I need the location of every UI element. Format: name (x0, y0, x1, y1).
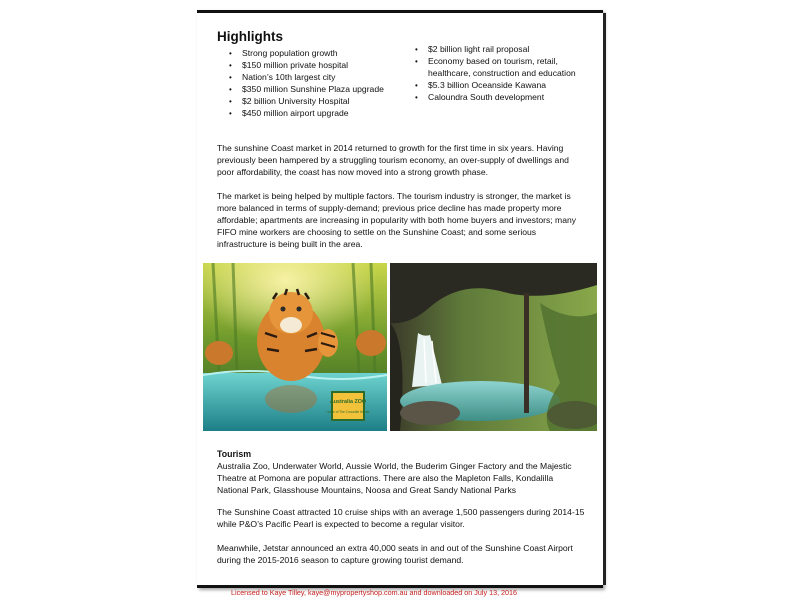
license-footer: Licensed to Kaye Tilley, kaye@mypropertyshop.com.au and downloaded on July 13, 2016 (231, 588, 518, 597)
highlight-item: • Economy based on tourism, retail, healthcare, construction and education (415, 56, 585, 80)
waterfall-photo (390, 263, 597, 431)
zoo-logo-subtext: Home of The Crocodile Hunter (326, 410, 370, 414)
highlight-item: • $5.3 billion Oceanside Kawana (415, 80, 585, 92)
cruise-paragraph: The Sunshine Coast attracted 10 cruise ships with an average 1,500 passengers during 2014-15 while P&O’s Pacific Pearl is expected to become a regular visitor. (217, 507, 585, 529)
highlight-item: • $450 million airport upgrade (229, 108, 399, 120)
highlight-item: • $350 million Sunshine Plaza upgrade (229, 84, 399, 96)
highlights-list-left (229, 48, 399, 119)
highlight-item: • $2 billion light rail proposal (415, 44, 585, 56)
highlight-item: • Nation’s 10th largest city (229, 72, 399, 84)
highlight-item: • Strong population growth (229, 48, 399, 60)
highlight-item: • $150 million private hospital (229, 60, 399, 72)
highlights-list-right (415, 44, 585, 104)
tourism-paragraph: Australia Zoo, Underwater World, Aussie World, the Buderim Ginger Factory and the Majestic Theatre at Pomona are popular attractions. There are also the Mapleton Falls, Kondalilla National Park, Glasshouse Mountains, Noosa and Great Sandy National Parks (217, 461, 572, 495)
highlight-item: • $2 billion University Hospital (229, 96, 399, 108)
tourism-heading: Tourism (217, 449, 252, 459)
market-paragraph: The sunshine Coast market in 2014 returned to growth for the first time in six years. Having previously been hampered by a struggling tourism economy, an over-supply of dwellings and poor affordability, the coast has now moved into a strong growth phase. (217, 143, 569, 177)
tiger-photo (203, 263, 387, 431)
factors-paragraph: The market is being helped by multiple factors. The tourism industry is stronger, the market is more balanced in terms of supply-demand; previous price decline has made property more affordable; apartments are increasing in popularity with both home buyers and investors; many FIFO mine workers are choosing to settle on the Sunshine Coast; and some serious infrastructure is being built in the area. (217, 191, 577, 249)
jetstar-paragraph: Meanwhile, Jetstar announced an extra 40,000 seats in and out of the Sunshine Coast Airport during the 2015-2016 season to capture growing tourist demand. (217, 543, 573, 565)
highlight-item: • Caloundra South development (415, 92, 585, 104)
zoo-logo-text: Australia ZOO (329, 399, 367, 405)
highlights-heading: Highlights (217, 29, 283, 44)
document-page (197, 10, 603, 588)
